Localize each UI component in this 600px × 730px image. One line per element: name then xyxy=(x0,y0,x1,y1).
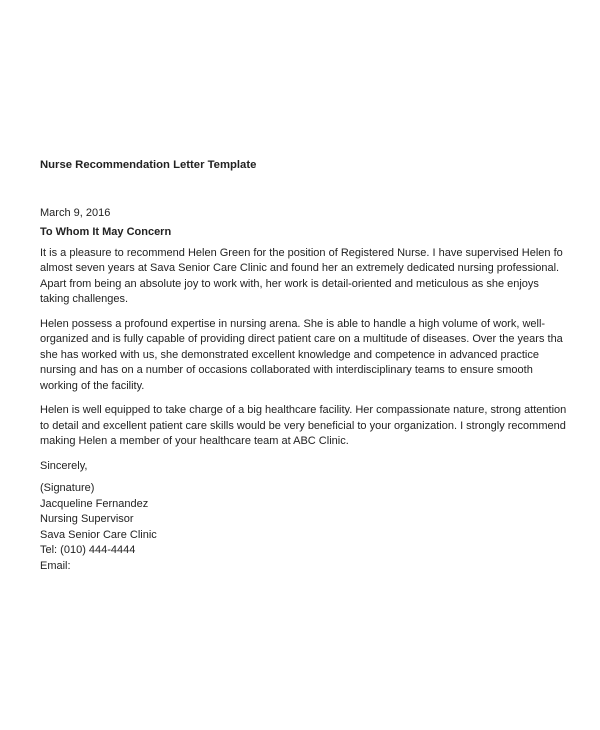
paragraph-line: she has worked with us, she demonstrated excellent knowledge and competence in advanced practice xyxy=(40,348,539,361)
signer-organization: Sava Senior Care Clinic xyxy=(40,528,157,541)
paragraph-line: It is a pleasure to recommend Helen Green for the position of Registered Nurse. I have supervised Helen fo xyxy=(40,246,563,259)
signature-placeholder: (Signature) xyxy=(40,482,95,494)
signer-role: Nursing Supervisor xyxy=(40,513,134,525)
paragraph-line: Helen is well equipped to take charge of a big healthcare facility. Her compassionate nature, strong attention xyxy=(40,404,567,416)
signature-block xyxy=(40,481,570,574)
paragraph-line: working of the facility. xyxy=(40,379,145,392)
signer-name: Jacqueline Fernandez xyxy=(40,497,149,510)
letter-body xyxy=(40,158,570,574)
signer-email: Email: xyxy=(40,559,71,572)
salutation: To Whom It May Concern xyxy=(40,226,172,238)
paragraph-3 xyxy=(40,403,570,450)
letter-date: March 9, 2016 xyxy=(40,206,111,219)
document-title: Nurse Recommendation Letter Template xyxy=(40,159,257,171)
paragraph-line: making Helen a member of your healthcare team at ABC Clinic. xyxy=(40,435,349,447)
signer-tel: Tel: (010) 444-4444 xyxy=(40,544,136,556)
paragraph-line: nursing and has on a number of occasions collaborated with interdisciplinary teams to ensure smooth xyxy=(40,364,533,376)
paragraph-1 xyxy=(40,246,570,308)
paragraph-line: Apart from being an absolute joy to work with, her work is detail-oriented and meticulous as she enjoys xyxy=(40,277,539,290)
paragraph-line: organized and is fully capable of providing direct patient care on a multitude of diseases. Over the years tha xyxy=(40,333,563,345)
page-gutter xyxy=(570,0,600,730)
paragraph-line: to detail and excellent patient care skills would be very beneficial to your organization. I strongly recommend xyxy=(40,419,566,432)
paragraph-line: almost seven years at Sava Senior Care Clinic and found her an extremely dedicated nursing professional. xyxy=(40,262,560,274)
paragraph-2 xyxy=(40,317,570,395)
paragraph-line: taking challenges. xyxy=(40,293,129,305)
paragraph-line: Helen possess a profound expertise in nursing arena. She is able to handle a high volume of work, well- xyxy=(40,317,546,330)
closing: Sincerely, xyxy=(40,459,88,472)
